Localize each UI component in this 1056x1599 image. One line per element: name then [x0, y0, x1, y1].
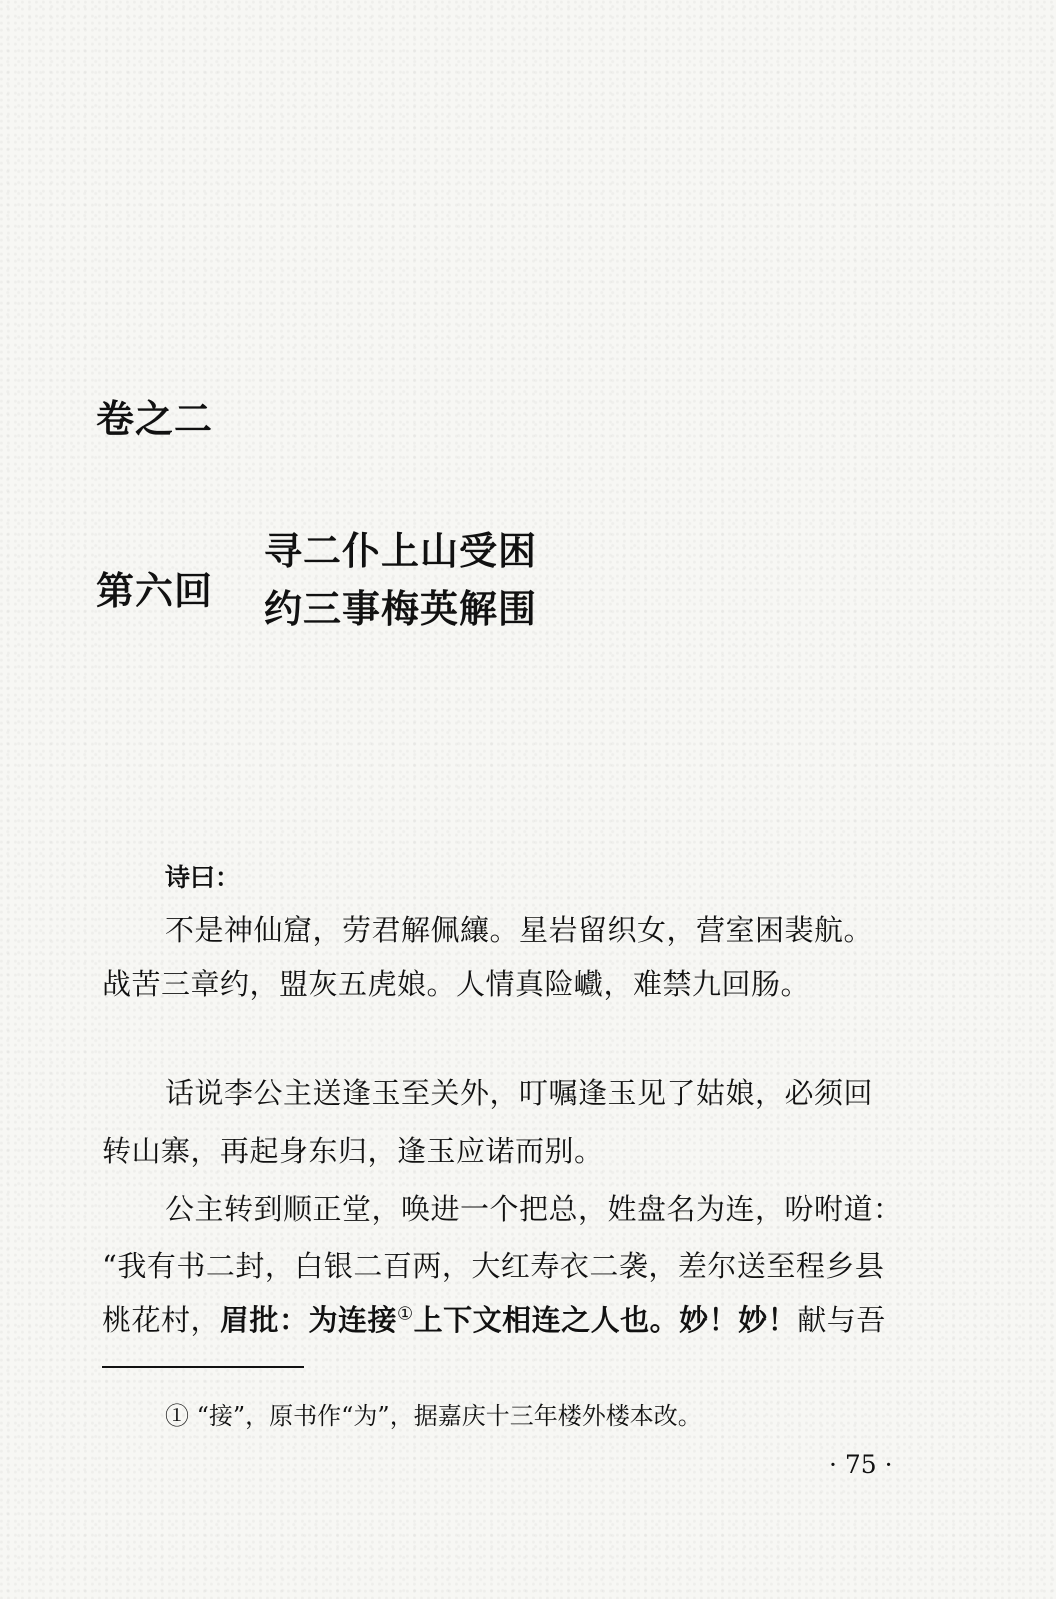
plain-text: 桃花村，	[102, 1303, 221, 1337]
paragraph-line-2: 转山寨，再起身东归，逢玉应诺而别。	[102, 1134, 604, 1168]
footnote: ① “接”，原书作“为”，据嘉庆十三年楼外楼本改。	[165, 1402, 702, 1430]
plain-text-tail: 献与吾	[797, 1303, 886, 1337]
paragraph-line-5	[102, 1300, 886, 1340]
page-number: · 75 ·	[829, 1450, 893, 1479]
chapter-number: 第六回	[96, 569, 214, 613]
volume-title: 卷之二	[96, 397, 214, 441]
chapter-title-line-2: 约三事梅英解围	[264, 587, 538, 631]
poem-line-2: 战苦三章约，盟灰五虎娘。人情真险巇，难禁九回肠。	[102, 967, 811, 1001]
footnote-reference: ①	[397, 1303, 414, 1325]
footnote-divider	[102, 1366, 304, 1368]
commentary-text: 眉批：为连接	[220, 1303, 398, 1337]
paragraph-line-1: 话说李公主送逢玉至关外，叮嘱逢玉见了姑娘，必须回	[165, 1076, 874, 1110]
chapter-title-block	[264, 522, 537, 638]
paragraph-line-4: “我有书二封，白银二百两，大红寿衣二袭，差尔送至程乡县	[102, 1249, 885, 1283]
poem-line-1: 不是神仙窟，劳君解佩纕。星岩留织女，营室困裴航。	[165, 913, 874, 947]
paragraph-line-3: 公主转到顺正堂，唤进一个把总，姓盘名为连，吩咐道：	[165, 1192, 903, 1226]
commentary-text-continued: 上下文相连之人也。妙！妙！	[413, 1303, 798, 1337]
chapter-title-line-1: 寻二仆上山受困	[264, 529, 538, 573]
poem-label: 诗曰：	[165, 863, 241, 892]
